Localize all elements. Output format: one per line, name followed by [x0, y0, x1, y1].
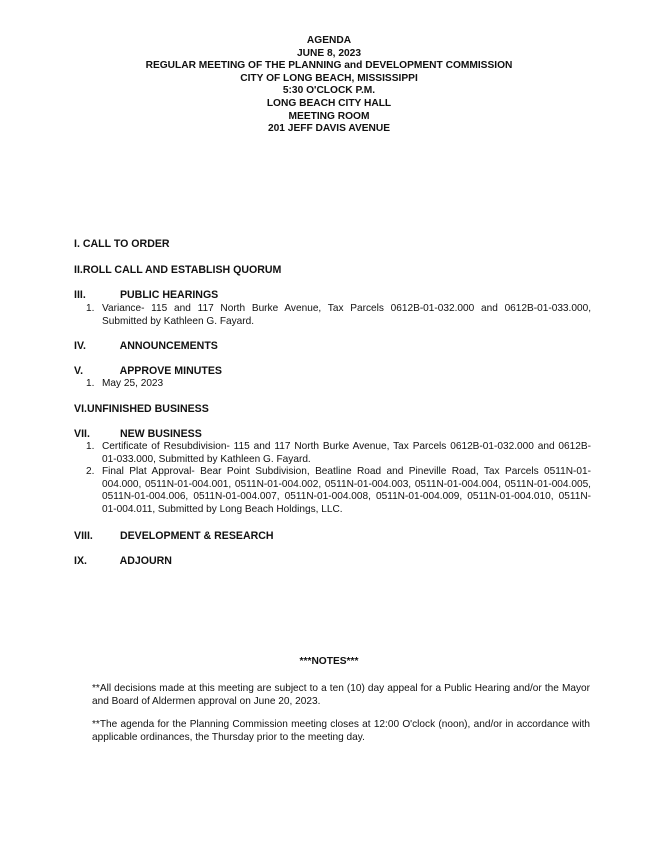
section-title: APPROVE MINUTES	[119, 365, 222, 377]
item-text: Certificate of Resubdivision- 115 and 117 North Burke Avenue, Tax Parcels 0612B-01-032.000 and 0612B-01-033.000, Submitted by Kathleen G. Fayard.	[102, 441, 591, 465]
section-development-research	[74, 530, 274, 542]
section-call-to-order	[74, 238, 170, 250]
section-number: VII.	[74, 428, 90, 440]
item-number: 1.	[86, 378, 95, 389]
section-title: PUBLIC HEARINGS	[119, 289, 219, 301]
section-roll-call	[74, 264, 281, 276]
notes-title: ***NOTES***	[299, 656, 359, 667]
item-number: 2.	[86, 466, 95, 477]
section-number: IV.	[74, 340, 86, 352]
section-number: I.	[74, 238, 80, 250]
section-title: CALL TO ORDER	[82, 238, 170, 250]
section-approve-minutes	[74, 365, 222, 377]
header-time: 5:30 O'CLOCK P.M.	[282, 85, 376, 97]
list-item	[86, 466, 591, 516]
list-item	[86, 303, 591, 328]
section-title: DEVELOPMENT & RESEARCH	[119, 530, 274, 542]
item-number: 1.	[86, 303, 95, 314]
item-number: 1.	[86, 441, 95, 452]
section-new-business	[74, 428, 202, 440]
section-title: NEW BUSINESS	[119, 428, 202, 440]
section-public-hearings	[74, 289, 218, 301]
header-address: 201 JEFF DAVIS AVENUE	[267, 123, 391, 135]
section-unfinished-business	[74, 403, 209, 415]
section-number: VIII.	[74, 530, 93, 542]
agenda-header	[0, 35, 658, 136]
item-text: Final Plat Approval- Bear Point Subdivision, Beatline Road and Pineville Road, Tax Parcels 0511N-01-004.000, 0511N-01-004.001, 0511N-01-004.002, 0511N-01-004.003, 0511N-01-004.004, 0511N-01-004.005, 0511N-01-004.006, 0511N-01-004.007, 0511N-01-004.008, 0511N-01-004.009, 0511N-01-004.010, 0511N-01-004.011, Submitted by Long Beach Holdings, LLC.	[102, 466, 591, 515]
section-adjourn	[74, 555, 172, 567]
section-title: ANNOUNCEMENTS	[119, 340, 218, 352]
section-title: UNFINISHED BUSINESS	[86, 403, 209, 415]
item-text: May 25, 2023	[102, 378, 164, 389]
header-meeting: REGULAR MEETING OF THE PLANNING and DEVELOPMENT COMMISSION	[145, 60, 513, 72]
section-number: V.	[74, 365, 84, 377]
section-announcements	[74, 340, 218, 352]
header-date: JUNE 8, 2023	[297, 47, 361, 59]
list-item	[86, 378, 591, 391]
header-venue: LONG BEACH CITY HALL	[266, 97, 392, 109]
list-item	[86, 441, 591, 466]
section-number: VI.	[74, 403, 87, 415]
note-agenda-deadline: **The agenda for the Planning Commission meeting closes at 12:00 O'clock (noon), and/or in accordance with applicable ordinances, the Thursday prior to the meeting day.	[92, 719, 590, 743]
note-appeal: **All decisions made at this meeting are subject to a ten (10) day appeal for a Public Hearing and/or the Mayor and Board of Aldermen approval on June 20, 2023.	[92, 683, 590, 707]
section-title: ADJOURN	[119, 555, 172, 567]
header-title: AGENDA	[306, 35, 352, 46]
section-number: IX.	[74, 555, 87, 567]
section-title: ROLL CALL AND ESTABLISH QUORUM	[82, 264, 282, 276]
section-number: II.	[74, 264, 83, 276]
section-number: III.	[74, 289, 86, 301]
header-room: MEETING ROOM	[288, 110, 370, 122]
item-text: Variance- 115 and 117 North Burke Avenue, Tax Parcels 0612B-01-032.000 and 0612B-01-033.000, Submitted by Kathleen G. Fayard.	[102, 303, 591, 327]
header-city: CITY OF LONG BEACH, MISSISSIPPI	[240, 72, 418, 84]
